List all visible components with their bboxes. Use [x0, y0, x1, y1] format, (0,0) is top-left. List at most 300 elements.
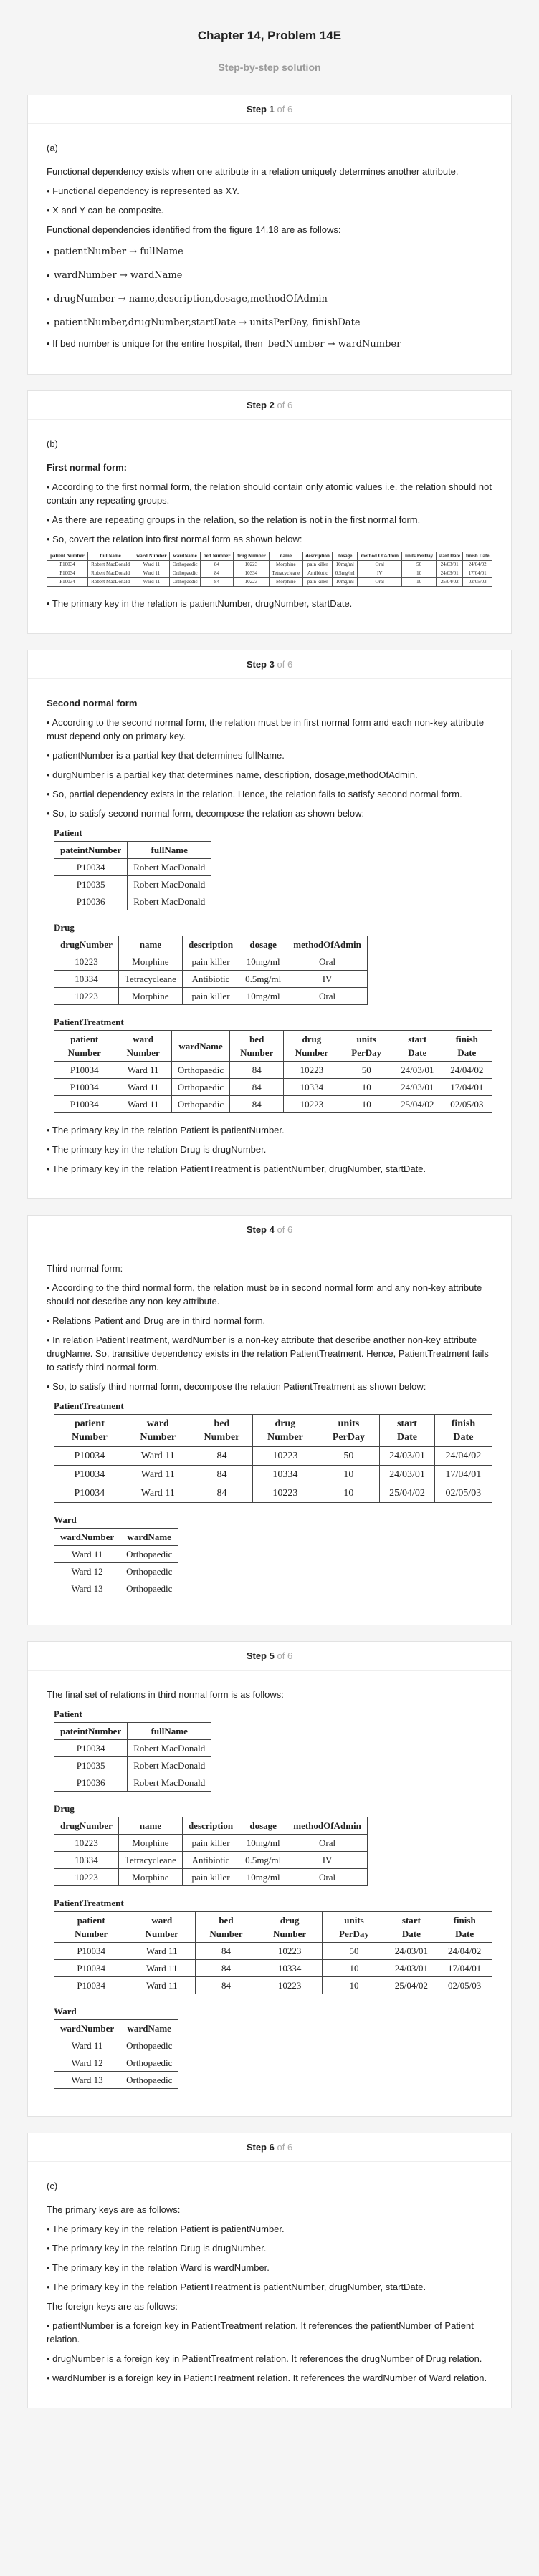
- table-title: PatientTreatment: [54, 1017, 124, 1027]
- table-cell: 10mg/ml: [239, 1835, 287, 1852]
- table-row: [54, 1977, 492, 1994]
- table-header-row: [54, 1912, 492, 1943]
- table-row: [54, 1580, 178, 1597]
- total-steps: 6: [287, 2142, 293, 2153]
- paragraph: • According to the second normal form, the relation must be in first normal form and each non-key attribute must depend only on primary key.: [47, 717, 485, 741]
- patient-table: [54, 841, 211, 910]
- table-row: [54, 1869, 368, 1886]
- total-steps: 6: [287, 1224, 293, 1235]
- table-cell: Oral: [358, 578, 402, 587]
- column-header: wardName: [120, 1529, 178, 1546]
- table-cell: Morphine: [118, 1835, 182, 1852]
- table-cell: 10mg/ml: [333, 561, 358, 569]
- column-header: method OfAdmin: [358, 552, 402, 561]
- step-number: 1: [269, 104, 275, 115]
- table-cell: 10mg/ml: [333, 578, 358, 587]
- fd-item: • patientNumber,drugNumber,startDate → unitsPerDay, finishDate: [47, 313, 492, 337]
- table-header-row: [54, 1031, 492, 1062]
- table-cell: 25/04/02: [386, 1977, 437, 1994]
- table-cell: 25/04/02: [380, 1484, 435, 1503]
- column-header: ward Number: [128, 1912, 196, 1943]
- column-header: dosage: [239, 936, 287, 953]
- table-cell: 17/04/01: [437, 1960, 492, 1977]
- paragraph: • Relations Patient and Drug are in third normal form.: [47, 1315, 266, 1326]
- table-cell: 10223: [234, 578, 270, 587]
- paragraph: • wardNumber is a foreign key in PatientTreatment relation. It references the wardNumber of Ward relation.: [47, 2373, 487, 2383]
- table-cell: 24/04/02: [463, 561, 492, 569]
- table-cell: 10: [323, 1960, 386, 1977]
- drug-table: [54, 936, 368, 1005]
- table-cell: Ward 11: [115, 1079, 171, 1096]
- total-steps: 6: [287, 400, 293, 410]
- bed-text: • If bed number is unique for the entire hospital, then: [47, 338, 263, 349]
- table-cell: 02/05/03: [463, 578, 492, 587]
- table-header-row: [54, 842, 211, 859]
- table-row: [54, 2072, 178, 2089]
- table-cell: 10223: [54, 1835, 119, 1852]
- table-cell: P10034: [54, 1079, 115, 1096]
- column-header: units PerDay: [323, 1912, 386, 1943]
- column-header: description: [302, 552, 333, 561]
- step-number: 5: [269, 1650, 275, 1661]
- table-row: [47, 561, 492, 569]
- patient-treatment-table: [54, 1414, 492, 1503]
- table-cell: 84: [196, 1960, 257, 1977]
- step-label: Step: [246, 659, 267, 670]
- column-header: patient Number: [54, 1031, 115, 1062]
- total-steps: 6: [287, 1650, 293, 1661]
- step-2-header: [28, 398, 511, 420]
- table-cell: Ward 11: [133, 561, 170, 569]
- table-cell: 24/04/02: [434, 1447, 492, 1466]
- paragraph: • According to the first normal form, the relation should contain only atomic values i.e. the relation should not contain any repeating groups.: [47, 481, 492, 506]
- table-cell: pain killer: [182, 1835, 239, 1852]
- paragraph: • So, covert the relation into first normal form as shown below:: [47, 534, 302, 544]
- table-row: [54, 2037, 178, 2054]
- table-cell: Orthopaedic: [170, 561, 201, 569]
- table-cell: Ward 11: [54, 1546, 120, 1563]
- table-cell: 84: [191, 1484, 252, 1503]
- table-row: [54, 971, 368, 988]
- paragraph: • durgNumber is a partial key that determines name, description, dosage,methodOfAdmin.: [47, 769, 418, 780]
- column-header: finish Date: [437, 1912, 492, 1943]
- step-1-card: [27, 95, 512, 375]
- step-4-card: [27, 1215, 512, 1625]
- table-row: [54, 1484, 492, 1503]
- table-cell: 24/03/01: [386, 1943, 437, 1960]
- section-heading: Third normal form:: [47, 1263, 123, 1274]
- table-cell: 10: [402, 578, 437, 587]
- table-row: [47, 578, 492, 587]
- step-label: Step: [246, 104, 267, 115]
- table-cell: 10: [402, 569, 437, 578]
- paragraph: • patientNumber is a partial key that determines fullName.: [47, 750, 285, 761]
- column-header: wardName: [171, 1031, 229, 1062]
- table-row: [54, 2054, 178, 2072]
- table-row: [47, 569, 492, 578]
- table-cell: 50: [323, 1943, 386, 1960]
- paragraph: • The primary key in the relation Drug is drugNumber.: [47, 2243, 267, 2254]
- table-cell: P10034: [54, 1447, 125, 1466]
- bed-fd: bedNumber → wardNumber: [267, 339, 401, 350]
- drug-table: [54, 1817, 368, 1886]
- column-header: drugNumber: [54, 936, 119, 953]
- column-header: bed Number: [191, 1415, 252, 1447]
- patient-table: [54, 1722, 211, 1792]
- table-cell: 24/03/01: [380, 1466, 435, 1484]
- column-header: pateintNumber: [54, 842, 128, 859]
- step-label: Step: [246, 1224, 267, 1235]
- column-header: drugNumber: [54, 1817, 119, 1835]
- table-cell: 10mg/ml: [239, 1869, 287, 1886]
- step-label: Step: [246, 1650, 267, 1661]
- column-header: finish Date: [463, 552, 492, 561]
- table-cell: Robert MacDonald: [128, 859, 211, 876]
- table-cell: Ward 11: [133, 578, 170, 587]
- column-header: name: [118, 936, 182, 953]
- paragraph: • The primary key in the relation PatientTreatment is patientNumber, drugNumber, startDate.: [47, 2282, 426, 2292]
- table-cell: 10334: [257, 1960, 323, 1977]
- column-header: full Name: [87, 552, 133, 561]
- table-cell: 50: [318, 1447, 379, 1466]
- table-cell: 10223: [54, 988, 119, 1005]
- table-cell: 10223: [234, 561, 270, 569]
- table-cell: Orthopaedic: [170, 578, 201, 587]
- of-label: of: [277, 1224, 285, 1235]
- table-cell: 10: [318, 1484, 379, 1503]
- of-label: of: [277, 2142, 285, 2153]
- table-cell: 84: [191, 1447, 252, 1466]
- table-cell: 10223: [284, 1062, 340, 1079]
- column-header: wardNumber: [54, 2020, 120, 2037]
- table-title: Ward: [54, 1514, 77, 1525]
- table-cell: 24/03/01: [393, 1062, 442, 1079]
- column-header: fullName: [128, 842, 211, 859]
- table-cell: Morphine: [118, 953, 182, 971]
- table-row: [54, 1062, 492, 1079]
- part-label: (c): [47, 2181, 58, 2191]
- table-cell: 84: [196, 1977, 257, 1994]
- page-subtitle: Step-by-step solution: [218, 62, 321, 73]
- table-cell: 84: [201, 561, 234, 569]
- column-header: ward Number: [125, 1415, 191, 1447]
- total-steps: 6: [287, 659, 293, 670]
- table-row: [54, 1466, 492, 1484]
- table-cell: Ward 12: [54, 1563, 120, 1580]
- table-cell: 17/04/01: [442, 1079, 492, 1096]
- table-cell: Ward 12: [54, 2054, 120, 2072]
- table-cell: P10036: [54, 893, 128, 910]
- table-cell: 02/05/03: [437, 1977, 492, 1994]
- table-cell: 10: [323, 1977, 386, 1994]
- table-cell: Ward 11: [128, 1943, 196, 1960]
- table-title: PatientTreatment: [54, 1898, 124, 1908]
- step-6-card: [27, 2133, 512, 2408]
- table-cell: Robert MacDonald: [87, 578, 133, 587]
- table-cell: Antibiotic: [182, 971, 239, 988]
- table-header-row: [47, 552, 492, 561]
- paragraph: • patientNumber is a foreign key in PatientTreatment relation. It references the patientNumber of Patient relation.: [47, 2320, 474, 2345]
- table-row: [54, 1774, 211, 1792]
- fd-item: • drugNumber → name,description,dosage,methodOfAdmin: [47, 289, 492, 313]
- table-cell: 24/04/02: [437, 1943, 492, 1960]
- step-label: Step: [246, 2142, 267, 2153]
- table-cell: 10: [318, 1466, 379, 1484]
- step-number: 4: [269, 1224, 275, 1235]
- fd-item: • patientNumber → fullName: [47, 242, 492, 266]
- table-row: [54, 953, 368, 971]
- table-cell: 84: [230, 1096, 284, 1113]
- table-row: [54, 1943, 492, 1960]
- table-cell: P10034: [54, 1977, 128, 1994]
- table-cell: 24/04/02: [442, 1062, 492, 1079]
- table-title: Drug: [54, 922, 75, 933]
- column-header: bed Number: [230, 1031, 284, 1062]
- column-header: methodOfAdmin: [287, 1817, 368, 1835]
- paragraph: • drugNumber is a foreign key in PatientTreatment relation. It references the drugNumber of Drug relation.: [47, 2353, 482, 2364]
- column-header: patient Number: [54, 1912, 128, 1943]
- table-cell: 10223: [284, 1096, 340, 1113]
- table-cell: Ward 11: [128, 1960, 196, 1977]
- of-label: of: [277, 1650, 285, 1661]
- column-header: start Date: [436, 552, 463, 561]
- column-header: ward Number: [115, 1031, 171, 1062]
- table-cell: 84: [196, 1943, 257, 1960]
- table-cell: P10035: [54, 876, 128, 893]
- column-header: description: [182, 1817, 239, 1835]
- table-cell: Ward 11: [125, 1466, 191, 1484]
- table-cell: P10034: [54, 1466, 125, 1484]
- table-cell: IV: [358, 569, 402, 578]
- table-cell: 24/03/01: [380, 1447, 435, 1466]
- table-cell: P10034: [54, 1943, 128, 1960]
- column-header: fullName: [128, 1723, 211, 1740]
- column-header: finish Date: [434, 1415, 492, 1447]
- table-cell: 10mg/ml: [239, 953, 287, 971]
- table-cell: Robert MacDonald: [128, 1774, 211, 1792]
- table-cell: Tetracycleane: [118, 971, 182, 988]
- table-row: [54, 1852, 368, 1869]
- table-cell: 50: [340, 1062, 393, 1079]
- table-header-row: [54, 1817, 368, 1835]
- table-cell: P10034: [54, 1096, 115, 1113]
- section-heading: First normal form:: [47, 462, 127, 473]
- table-cell: Morphine: [269, 578, 302, 587]
- table-cell: 10223: [257, 1943, 323, 1960]
- table-header-row: [54, 1529, 178, 1546]
- step-3-header: [28, 658, 511, 679]
- column-header: bed Number: [196, 1912, 257, 1943]
- column-header: finish Date: [442, 1031, 492, 1062]
- section-heading: Second normal form: [47, 698, 138, 708]
- paragraph: • Functional dependency is represented as XY.: [47, 186, 239, 196]
- column-header: patient Number: [47, 552, 88, 561]
- table-cell: 84: [230, 1062, 284, 1079]
- table-cell: Orthopaedic: [120, 2037, 178, 2054]
- paragraph: • The primary key in the relation Patient is patientNumber.: [47, 1125, 285, 1135]
- column-header: name: [269, 552, 302, 561]
- table-cell: Orthopaedic: [171, 1079, 229, 1096]
- table-cell: Ward 13: [54, 1580, 120, 1597]
- table-cell: Orthopaedic: [120, 2054, 178, 2072]
- table-cell: 24/03/01: [436, 569, 463, 578]
- table-cell: 17/04/01: [434, 1466, 492, 1484]
- table-row: [54, 1096, 492, 1113]
- table-cell: Tetracycleane: [118, 1852, 182, 1869]
- table-cell: Oral: [287, 988, 368, 1005]
- table-cell: pain killer: [182, 1869, 239, 1886]
- step-3-card: [27, 650, 512, 1199]
- part-label: (b): [47, 438, 58, 449]
- column-header: pateintNumber: [54, 1723, 128, 1740]
- column-header: drug Number: [257, 1912, 323, 1943]
- table-cell: Ward 11: [115, 1062, 171, 1079]
- table-row: [54, 1835, 368, 1852]
- table-cell: 10mg/ml: [239, 988, 287, 1005]
- column-header: start Date: [380, 1415, 435, 1447]
- table-cell: Ward 11: [125, 1447, 191, 1466]
- ward-table: [54, 1528, 178, 1597]
- table-cell: 10334: [54, 971, 119, 988]
- table-cell: Ward 11: [133, 569, 170, 578]
- step-2-card: [27, 390, 512, 634]
- table-cell: Oral: [287, 1835, 368, 1852]
- table-title: PatientTreatment: [54, 1400, 124, 1411]
- table-cell: Ward 11: [128, 1977, 196, 1994]
- column-header: description: [182, 936, 239, 953]
- table-cell: 02/05/03: [442, 1096, 492, 1113]
- table-cell: 10: [340, 1096, 393, 1113]
- step-1-header: [28, 102, 511, 124]
- table-row: [54, 1447, 492, 1466]
- table-cell: pain killer: [302, 561, 333, 569]
- column-header: name: [118, 1817, 182, 1835]
- table-row: [54, 1960, 492, 1977]
- paragraph: Functional dependencies identified from the figure 14.18 are as follows:: [47, 224, 341, 235]
- paragraph: • The primary key in the relation Patient is patientNumber.: [47, 2224, 285, 2234]
- table-cell: 24/03/01: [393, 1079, 442, 1096]
- table-header-row: [54, 1415, 492, 1447]
- column-header: methodOfAdmin: [287, 936, 368, 953]
- of-label: of: [277, 104, 285, 115]
- table-cell: Robert MacDonald: [128, 893, 211, 910]
- column-header: drug Number: [284, 1031, 340, 1062]
- table-cell: pain killer: [302, 578, 333, 587]
- paragraph: • The primary key in the relation Drug is drugNumber.: [47, 1144, 267, 1155]
- table-title: Patient: [54, 1708, 82, 1719]
- step-5-header: [28, 1649, 511, 1671]
- table-cell: Ward 13: [54, 2072, 120, 2089]
- table-cell: P10036: [54, 1774, 128, 1792]
- ward-table: [54, 2019, 178, 2089]
- bed-line: [47, 337, 492, 351]
- table-cell: Antibiotic: [302, 569, 333, 578]
- table-cell: Orthopaedic: [120, 1563, 178, 1580]
- table-title: Drug: [54, 1803, 75, 1814]
- fd-list: [47, 242, 492, 337]
- table-cell: 84: [230, 1079, 284, 1096]
- table-cell: 10334: [284, 1079, 340, 1096]
- column-header: dosage: [333, 552, 358, 561]
- table-cell: 10223: [253, 1447, 318, 1466]
- step-6-header: [28, 2140, 511, 2162]
- table-cell: Orthopaedic: [120, 2072, 178, 2089]
- table-cell: Antibiotic: [182, 1852, 239, 1869]
- table-cell: Orthopaedic: [171, 1062, 229, 1079]
- table-row: [54, 1757, 211, 1774]
- table-cell: 10223: [253, 1484, 318, 1503]
- patient-treatment-table: [54, 1911, 492, 1994]
- column-header: wardNumber: [54, 1529, 120, 1546]
- step-4-header: [28, 1223, 511, 1244]
- table-cell: Robert MacDonald: [128, 876, 211, 893]
- table-cell: Ward 11: [54, 2037, 120, 2054]
- table-cell: Ward 11: [125, 1484, 191, 1503]
- table-cell: 84: [201, 569, 234, 578]
- table-row: [54, 1740, 211, 1757]
- table-cell: 25/04/02: [436, 578, 463, 587]
- step-label: Step: [246, 400, 267, 410]
- table-cell: Robert MacDonald: [87, 561, 133, 569]
- paragraph: • So, partial dependency exists in the relation. Hence, the relation fails to satisfy second normal form.: [47, 789, 462, 799]
- column-header: wardName: [120, 2020, 178, 2037]
- table-row: [54, 876, 211, 893]
- step-number: 3: [269, 659, 275, 670]
- table-cell: Oral: [358, 561, 402, 569]
- fd-item: • wardNumber → wardName: [47, 266, 492, 289]
- paragraph: • So, to satisfy second normal form, decompose the relation as shown below:: [47, 808, 365, 819]
- table-cell: IV: [287, 971, 368, 988]
- paragraph: The primary keys are as follows:: [47, 2204, 181, 2215]
- table-cell: P10034: [54, 1062, 115, 1079]
- table-cell: 10334: [253, 1466, 318, 1484]
- part-label: (a): [47, 143, 58, 153]
- table-row: [54, 1563, 178, 1580]
- table-cell: P10034: [54, 1484, 125, 1503]
- patient-treatment-table: [54, 1030, 492, 1113]
- table-row: [54, 893, 211, 910]
- column-header: units PerDay: [340, 1031, 393, 1062]
- table-row: [54, 1546, 178, 1563]
- table-cell: Morphine: [269, 561, 302, 569]
- paragraph: • In relation PatientTreatment, wardNumber is a non-key attribute that describe another non-key attribute drugName. So, transitive dependency exists in the relation PatientTreatment. Hence, PatientTreatment fails to satisfy third normal form.: [47, 1335, 489, 1373]
- column-header: start Date: [393, 1031, 442, 1062]
- column-header: drug Number: [234, 552, 270, 561]
- column-header: ward Number: [133, 552, 170, 561]
- table-cell: 10: [340, 1079, 393, 1096]
- table-cell: 10223: [54, 1869, 119, 1886]
- column-header: wardName: [170, 552, 201, 561]
- column-header: start Date: [386, 1912, 437, 1943]
- table-cell: 10223: [54, 953, 119, 971]
- table-title: Ward: [54, 2006, 77, 2017]
- table-cell: 84: [201, 578, 234, 587]
- table-cell: 84: [191, 1466, 252, 1484]
- paragraph: • The primary key in the relation PatientTreatment is patientNumber, drugNumber, startDate.: [47, 1163, 426, 1174]
- table-cell: Robert MacDonald: [128, 1740, 211, 1757]
- table-cell: 25/04/02: [393, 1096, 442, 1113]
- table-cell: 50: [402, 561, 437, 569]
- table-cell: P10034: [47, 561, 88, 569]
- table-cell: 10223: [257, 1977, 323, 1994]
- table-cell: 24/03/01: [436, 561, 463, 569]
- paragraph: • The primary key in the relation Ward is wardNumber.: [47, 2262, 270, 2273]
- table-cell: pain killer: [182, 953, 239, 971]
- table-cell: Morphine: [118, 1869, 182, 1886]
- table-header-row: [54, 936, 368, 953]
- table-cell: 10334: [234, 569, 270, 578]
- table-cell: P10034: [54, 1740, 128, 1757]
